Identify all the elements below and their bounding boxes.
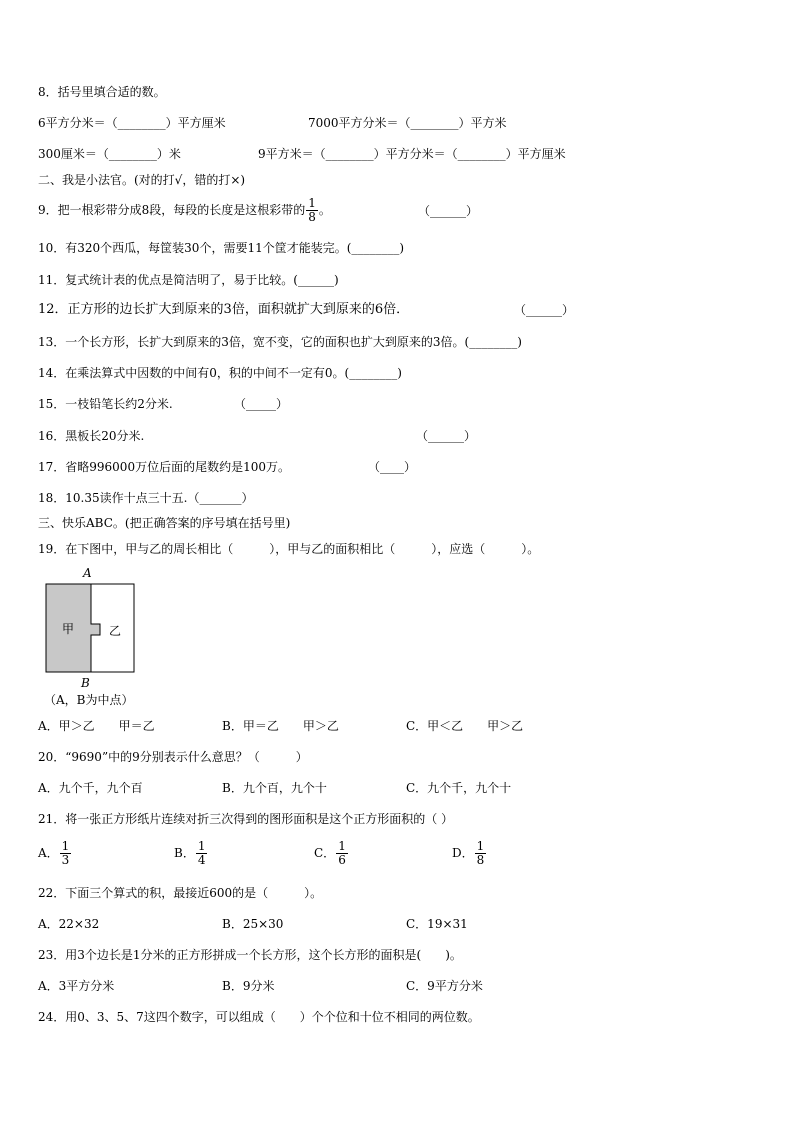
q22-option-b: B．25×30 — [222, 917, 284, 931]
q23: 23．用3个边长是1分米的正方形拼成一个长方形，这个长方形的面积是( )。 — [38, 948, 462, 962]
option-label: C． — [314, 846, 336, 860]
option-label: A． — [38, 846, 59, 860]
q21-option-d — [452, 840, 487, 867]
q17: 17．省略996000万位后面的尾数约是100万。 — [38, 460, 290, 474]
option-fraction — [475, 840, 487, 867]
fraction-numerator: 1 — [476, 839, 485, 853]
q23-option-c: C．9平方分米 — [406, 979, 483, 993]
q12: 12．正方形的边长扩大到原来的3倍，面积就扩大到原来的6倍． — [38, 302, 410, 317]
q9-fraction — [306, 197, 318, 224]
q8-item-c: 300厘米＝（________）米 — [38, 147, 181, 161]
q15: 15．一枝铅笔长约2分米. — [38, 397, 173, 411]
q11: 11．复式统计表的优点是简洁明了，易于比较。(______) — [38, 273, 339, 287]
q9-period: 。 — [318, 203, 331, 217]
q18: 18．10.35读作十点三十五.（_______） — [38, 491, 254, 505]
q20-option-a: A．九个千，九个百 — [38, 781, 143, 795]
q16: 16．黑板长20分米. — [38, 429, 145, 443]
q17-answer-blank: （____） — [368, 460, 417, 474]
point-b-label: B — [81, 676, 90, 690]
q9 — [38, 197, 331, 224]
q20-option-c: C．九个千，九个十 — [406, 781, 512, 795]
fraction-numerator: 1 — [308, 196, 316, 210]
option-label: B． — [174, 846, 195, 860]
fraction-numerator: 1 — [61, 839, 70, 853]
fraction-denominator: 4 — [197, 853, 206, 867]
q8-title: 8．括号里填合适的数。 — [38, 85, 166, 99]
q20: 20．“9690”中的9分别表示什么意思？（ ） — [38, 750, 308, 764]
q10: 10．有320个西瓜，每筐装30个，需要11个筐才能装完。(________) — [38, 241, 405, 255]
region-jia-label: 甲 — [62, 622, 75, 636]
q22: 22．下面三个算式的积，最接近600的是（ ）。 — [38, 886, 323, 900]
q12-answer-blank: （______） — [514, 303, 575, 317]
fraction-numerator: 1 — [197, 839, 206, 853]
fraction-denominator: 8 — [476, 853, 485, 867]
option-fraction — [196, 840, 208, 867]
section-2-heading: 二、我是小法官。(对的打√，错的打×) — [38, 173, 246, 187]
square-diagram — [45, 583, 135, 673]
q9-text: 9．把一根彩带分成8段，每段的长度是这根彩带的 — [38, 203, 306, 217]
point-a-label: A — [83, 566, 92, 580]
q21-option-c — [314, 840, 349, 867]
q19-option-b: B．甲＝乙 甲＞乙 — [222, 719, 339, 733]
q22-option-a: A．22×32 — [38, 917, 100, 931]
q24: 24．用0、3、5、7这四个数字，可以组成（ ）个个位和十位不相同的两位数。 — [38, 1010, 480, 1024]
q23-option-b: B．9分米 — [222, 979, 275, 993]
section-3-heading: 三、快乐ABC。(把正确答案的序号填在括号里) — [38, 516, 291, 530]
q16-answer-blank: （______） — [416, 429, 477, 443]
figure-note: （A，B为中点） — [44, 693, 134, 707]
q8-item-b: 7000平方分米＝（________）平方米 — [308, 116, 507, 130]
q22-option-c: C．19×31 — [406, 917, 468, 931]
q8-item-d: 9平方米＝（________）平方分米＝（________）平方厘米 — [258, 147, 566, 161]
q14: 14．在乘法算式中因数的中间有0，积的中间不一定有0。(________) — [38, 366, 402, 380]
fraction-denominator: 6 — [338, 853, 346, 867]
q20-option-b: B．九个百，九个十 — [222, 781, 327, 795]
q13: 13．一个长方形，长扩大到原来的3倍，宽不变，它的面积也扩大到原来的3倍。(________) — [38, 335, 522, 349]
region-yi-label: 乙 — [109, 624, 122, 638]
q15-answer-blank: （_____） — [234, 397, 289, 411]
q19-option-c: C．甲＜乙 甲＞乙 — [406, 719, 524, 733]
fraction-numerator: 1 — [338, 839, 346, 853]
q23-option-a: A．3平方分米 — [38, 979, 115, 993]
option-label: D． — [452, 846, 474, 860]
q19-option-a: A．甲＞乙 甲＝乙 — [38, 719, 155, 733]
fraction-denominator: 3 — [61, 853, 70, 867]
q19: 19．在下图中，甲与乙的周长相比（ ），甲与乙的面积相比（ ），应选（ ）。 — [38, 542, 540, 556]
fraction-denominator: 8 — [308, 210, 316, 224]
option-fraction — [336, 840, 348, 867]
q8-item-a: 6平方分米＝（________）平方厘米 — [38, 116, 226, 130]
q9-answer-blank: （______） — [418, 204, 479, 218]
q21-option-a — [38, 840, 72, 867]
q19-figure — [36, 566, 146, 706]
q21: 21．将一张正方形纸片连续对折三次得到的图形面积是这个正方形面积的（ ） — [38, 812, 454, 826]
q21-option-b — [174, 840, 208, 867]
option-fraction — [60, 840, 72, 867]
